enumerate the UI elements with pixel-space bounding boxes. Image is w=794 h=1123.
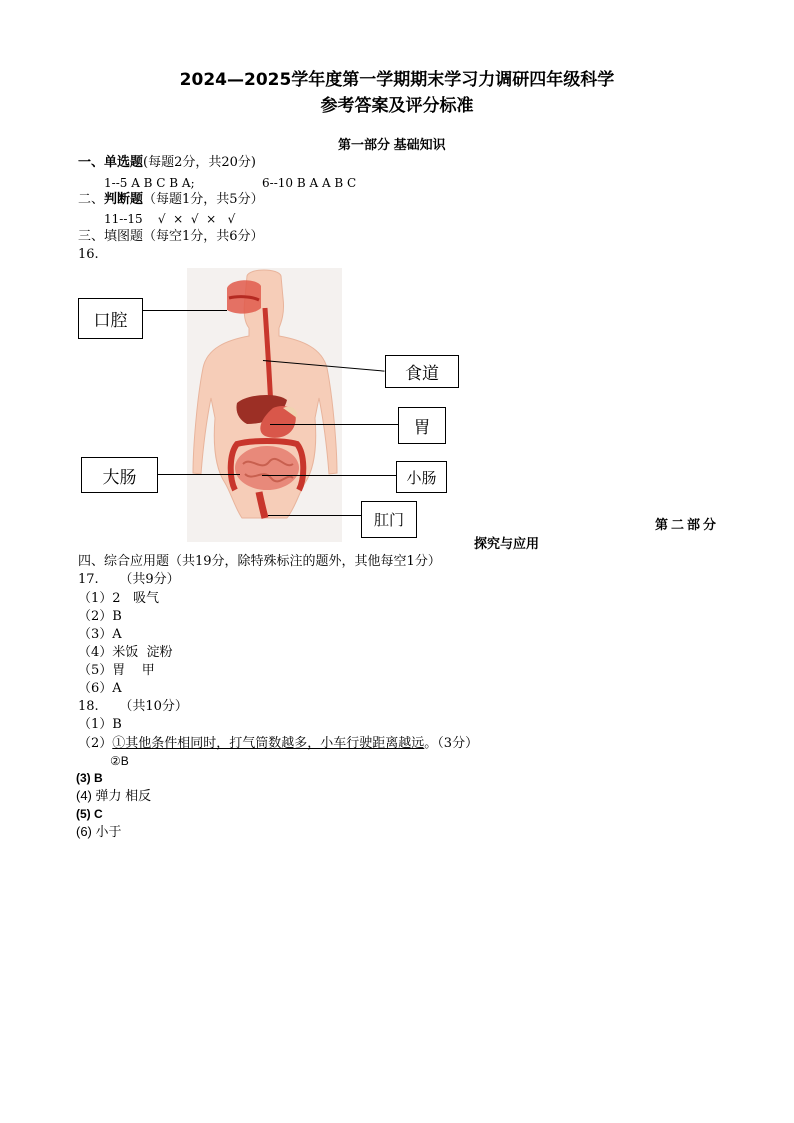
question17-answer-2: （2）B (78, 609, 122, 624)
section2-heading-label: 判断题 (104, 192, 144, 207)
leader-line-large-intestine (158, 474, 240, 475)
section1-heading-score: (每题2分，共20分) (143, 155, 256, 170)
question18-answer-3: (3) B (76, 771, 103, 785)
label-mouth: 口腔 (78, 298, 143, 339)
question17-answer-3: （3）A (78, 627, 122, 642)
section1-heading (78, 155, 256, 171)
question17-answer-6: （6）A (78, 681, 122, 696)
question16-number: 16. (78, 247, 99, 262)
question17-header: 17. （共9分） (78, 572, 180, 587)
part2-heading-a: 第二部分 (655, 517, 720, 532)
section4-heading: 四、综合应用题（共19分，除特殊标注的题外，其他每空1分） (78, 554, 441, 569)
question17-answer-4: （4）米饭 淀粉 (78, 645, 173, 660)
leader-line-mouth (143, 310, 227, 311)
question18-answer-2-text: ①其他条件相同时，打气筒数越多，小车行驶距离越远 (112, 735, 425, 750)
question18-answer-2-score: 。（3分） (424, 736, 479, 751)
question17-answer-1: （1）2 吸气 (78, 591, 159, 606)
section2-heading (78, 192, 264, 208)
label-anus: 肛门 (361, 501, 417, 538)
part1-heading: 第一部分 基础知识 (338, 137, 446, 152)
question18-answer-2-prefix: （2） (78, 736, 113, 751)
part2-heading-b: 探究与应用 (474, 536, 540, 551)
label-esophagus: 食道 (385, 355, 459, 388)
section2-answers: 11--15 √ × √ × √ (104, 212, 236, 226)
question18-answer-6: (6) 小于 (76, 824, 122, 839)
question18-answer-4: (4) 弹力 相反 (76, 788, 152, 803)
question17-answer-5: （5）胃 甲 (78, 663, 155, 678)
leader-line-stomach (270, 424, 398, 425)
section1-answers-b: 6--10 B A A B C (262, 176, 357, 190)
question18-answer-5: (5) C (76, 807, 103, 821)
document-title: 2024—2025学年度第一学期期末学习力调研四年级科学 (179, 70, 615, 90)
leader-line-anus (268, 515, 361, 516)
section1-answers-a: 1--5 A B C B A; (104, 176, 195, 190)
question18-answer-1: （1）B (78, 717, 122, 732)
label-stomach: 胃 (398, 407, 446, 444)
question18-answer-2 (78, 735, 478, 752)
leader-line-small-intestine (262, 475, 396, 476)
question18-header: 18. （共10分） (78, 699, 188, 714)
question18-answer-2-sub: ②B (110, 754, 129, 768)
section1-heading-label: 一、单选题 (78, 155, 144, 170)
document-subtitle: 参考答案及评分标准 (320, 96, 474, 116)
section2-heading-prefix: 二、 (78, 192, 105, 207)
label-small-intestine: 小肠 (396, 461, 447, 493)
label-large-intestine: 大肠 (81, 457, 158, 493)
section2-heading-score: （每题1分，共5分） (143, 192, 264, 207)
section3-heading: 三、填图题（每空1分，共6分） (78, 229, 264, 244)
